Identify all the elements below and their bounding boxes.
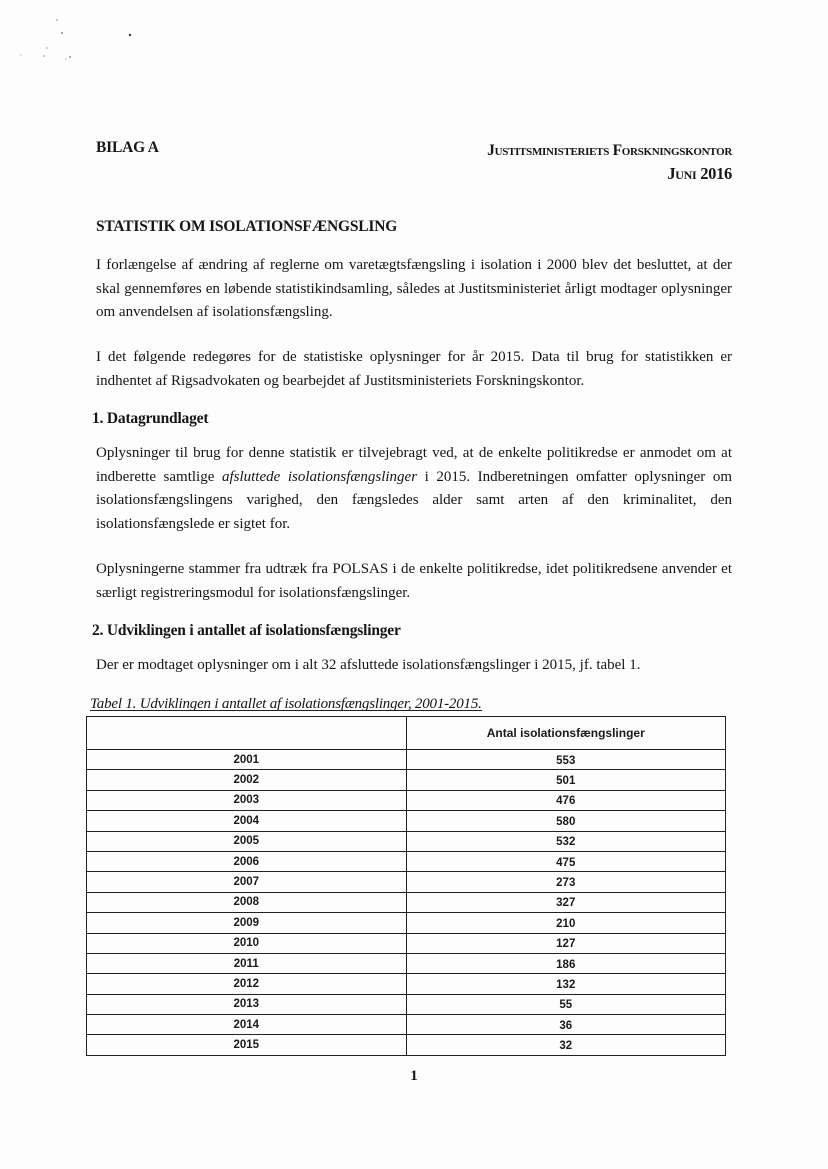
count-cell: 32 [406,1035,726,1055]
table-row [87,1015,726,1035]
year-cell: 2008 [87,892,407,912]
document-title: STATISTIK OM ISOLATIONSFÆNGSLING [96,218,398,235]
year-cell: 2003 [87,790,407,810]
section-1-paragraph-1 [96,442,732,536]
table-row [87,790,726,810]
table-row [87,913,726,933]
table-body [87,750,726,1056]
year-cell: 2014 [87,1015,407,1035]
document-header [487,139,732,185]
year-cell: 2002 [87,770,407,790]
count-cell: 327 [406,892,726,912]
count-cell: 273 [406,872,726,892]
count-cell: 501 [406,770,726,790]
section-2-heading: 2. Udviklingen i antallet af isolationsfængslinger [92,622,401,639]
table-row [87,811,726,831]
section-1-heading: 1. Datagrundlaget [92,410,209,427]
table-row [87,851,726,871]
intro-paragraph-1: I forlængelse af ændring af reglerne om varetægtsfængsling i isolation i 2000 blev det besluttet, at der skal gennemføres en løbende statistikindsamling, således at Justitsministeriet årligt modtager oplysninger om anvendelsen af isolationsfængsling. [96,257,732,320]
section-1-paragraph-2: Oplysningerne stammer fra udtræk fra POLSAS i de enkelte politikredse, idet politikredsene anvender et særligt registreringsmodul for isolationsfængslinger. [96,561,732,601]
intro-paragraph-2: I det følgende redegøres for de statistiske oplysninger for år 2015. Data til brug for statistikken er indhentet af Rigsadvokaten og bearbejdet af Justitsministeriets Forskningskontor. [96,349,732,389]
table-header-row [87,717,726,750]
year-cell: 2012 [87,974,407,994]
count-cell: 127 [406,933,726,953]
table-row [87,892,726,912]
year-cell: 2010 [87,933,407,953]
count-cell: 132 [406,974,726,994]
count-cell: 475 [406,851,726,871]
table-caption: Tabel 1. Udviklingen i antallet af isolationsfængslinger, 2001-2015. [90,696,482,712]
year-cell: 2004 [87,811,407,831]
appendix-label: BILAG A [96,139,159,156]
table-row [87,1035,726,1055]
scan-specks [0,0,828,80]
section-1-emphasis: afsluttede isolationsfængslinger [221,468,418,485]
year-cell: 2009 [87,913,407,933]
table-row [87,953,726,973]
count-cell: 210 [406,913,726,933]
organization-name: Justitsministeriets Forskningskontor [487,142,732,159]
year-cell: 2013 [87,994,407,1014]
year-cell: 2007 [87,872,407,892]
page-number: 1 [410,1068,418,1084]
table-row [87,750,726,770]
year-cell: 2001 [87,750,407,770]
year-cell: 2011 [87,953,407,973]
header-cell-count: Antal isolationsfængslinger [406,717,726,750]
table-row [87,994,726,1014]
table-row [87,831,726,851]
count-cell: 36 [406,1015,726,1035]
header-cell-year [87,717,407,750]
count-cell: 580 [406,811,726,831]
section-2-paragraph-1: Der er modtaget oplysninger om i alt 32 afsluttede isolationsfængslinger i 2015, jf. tabel 1. [96,657,641,673]
year-cell: 2015 [87,1035,407,1055]
section-1-paragraph-1-text-a: Oplysninger til brug for denne statistik er tilvejebragt ved, at de enkelte politikredse er anmodet om at indberette samtlige [96,445,732,485]
table-row [87,770,726,790]
count-cell: 186 [406,953,726,973]
section-1-paragraph-1-text-b: i 2015. Indberetningen omfatter oplysninger om isolationsfængslingens varighed, den fængsledes alder samt arten af den kriminalitet, den isolationsfængslede er sigtet for. [96,468,733,532]
count-cell: 55 [406,994,726,1014]
isolation-table [86,716,726,1056]
count-cell: 553 [406,750,726,770]
table-row [87,974,726,994]
table-row [87,933,726,953]
count-cell: 476 [406,790,726,810]
count-cell: 532 [406,831,726,851]
table-row [87,872,726,892]
document-date: Juni 2016 [667,164,732,183]
year-cell: 2005 [87,831,407,851]
year-cell: 2006 [87,851,407,871]
